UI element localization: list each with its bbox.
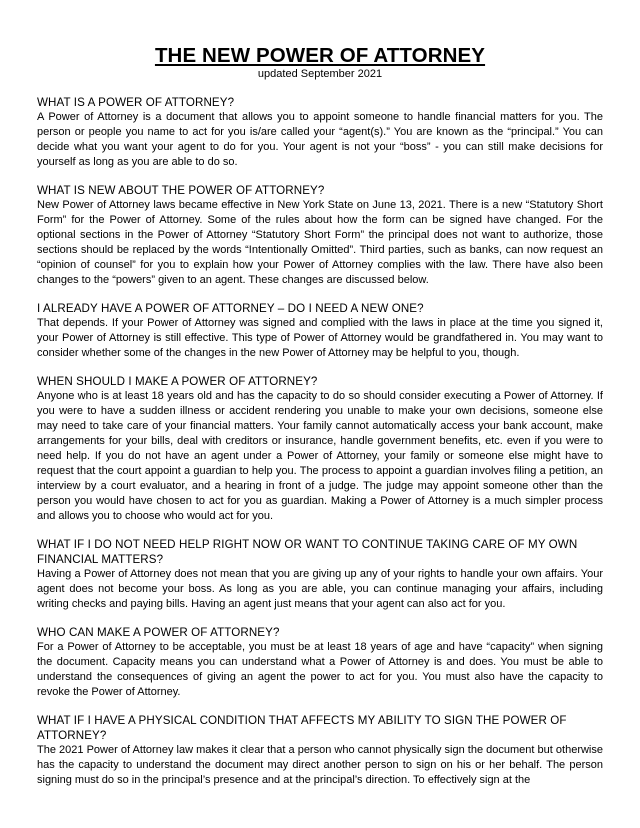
section-when-to-make [37,374,603,524]
section-heading: WHO CAN MAKE A POWER OF ATTORNEY? [37,626,280,639]
section-body: Anyone who is at least 18 years old and has the capacity to do so should consider executing a Power of Attorney. If you were to have a sudden illness or accident rendering you unable to make your own decisions, someone else may need to take care of your financial matters. Your family cannot automatically access your bank account, make arrangements for your bills, deal with creditors or insurance, handle government benefits, etc. even if you were to need help. If you do not have an agent under a Power of Attorney, your family or someone else might have to request that the court appoint a guardian to help you. The process to appoint a guardian involves filing a petition, an interview by a court evaluator, and a hearing in front of a judge. The judge may appoint someone other than the person you would have chosen to act for you as guardian. Making a Power of Attorney is a much simpler process and allows you to choose who would act for you. [37,390,603,522]
section-no-help-needed [37,537,603,612]
section-heading: WHEN SHOULD I MAKE A POWER OF ATTORNEY? [37,375,318,388]
section-body: That depends. If your Power of Attorney was signed and complied with the laws in place at the time you signed it, your Power of Attorney is still effective. This type of Power of Attorney would be grandfathered in. You may want to consider whether some of the changes in the new Power of Attorney may be helpful to you, though. [37,317,603,359]
page-title: THE NEW POWER OF ATTORNEY [154,44,486,67]
section-heading: WHAT IF I HAVE A PHYSICAL CONDITION THAT AFFECTS MY ABILITY TO SIGN THE POWER OF ATTORNEY? [37,714,567,742]
section-what-is-poa [37,95,603,170]
section-heading: WHAT IF I DO NOT NEED HELP RIGHT NOW OR WANT TO CONTINUE TAKING CARE OF MY OWN FINANCIAL MATTERS? [37,538,578,566]
section-body: New Power of Attorney laws became effective in New York State on June 13, 2021. There is a new “Statutory Short Form” for the Power of Attorney. Some of the rules about how the form can be signed have changed. For the optional sections in the Power of Attorney “Statutory Short Form” the principal does not want to authorize, those sections should be replaced by the words “Intentionally Omitted”. Third parties, such as banks, can now request an “opinion of counsel” for you to explain how your Power of Attorney complies with the law. There have also been changes to the “powers” given to an agent. These changes are discussed below. [37,199,603,286]
section-body: The 2021 Power of Attorney law makes it clear that a person who cannot physically sign the document but otherwise has the capacity to understand the document may direct another person to sign on his or her behalf. The person signing must do so in the principal’s presence and at the principal’s direction. To effectively sign at the [37,744,603,786]
section-body: A Power of Attorney is a document that allows you to appoint someone to handle financial matters for you. The person or people you name to act for you is/are called your “agent(s).” You are known as the “principal.” You can decide what you want your agent to do for you. Your agent is not your “boss” - you can still make decisions for yourself as long as you are able to do so. [37,111,603,168]
section-body: For a Power of Attorney to be acceptable, you must be at least 18 years of age and have “capacity” when signing the document. Capacity means you can understand what a Power of Attorney is and does. You must be able to understand the consequences of giving an agent the power to act for you. You must also have the capacity to revoke the Power of Attorney. [37,641,603,698]
section-heading: WHAT IS A POWER OF ATTORNEY? [37,96,235,109]
section-already-have-poa [37,301,603,361]
section-heading: WHAT IS NEW ABOUT THE POWER OF ATTORNEY? [37,184,325,197]
section-physical-condition [37,713,603,788]
section-body: Having a Power of Attorney does not mean that you are giving up any of your rights to handle your own affairs. Your agent does not become your boss. As long as you are able, you can continue managing your affairs, including writing checks and paying bills. Having an agent just means that your agent can also act for you. [37,568,603,610]
page-subtitle: updated September 2021 [257,68,383,80]
section-what-is-new [37,183,603,288]
section-who-can-make [37,625,603,700]
section-heading: I ALREADY HAVE A POWER OF ATTORNEY – DO I NEED A NEW ONE? [37,302,424,315]
